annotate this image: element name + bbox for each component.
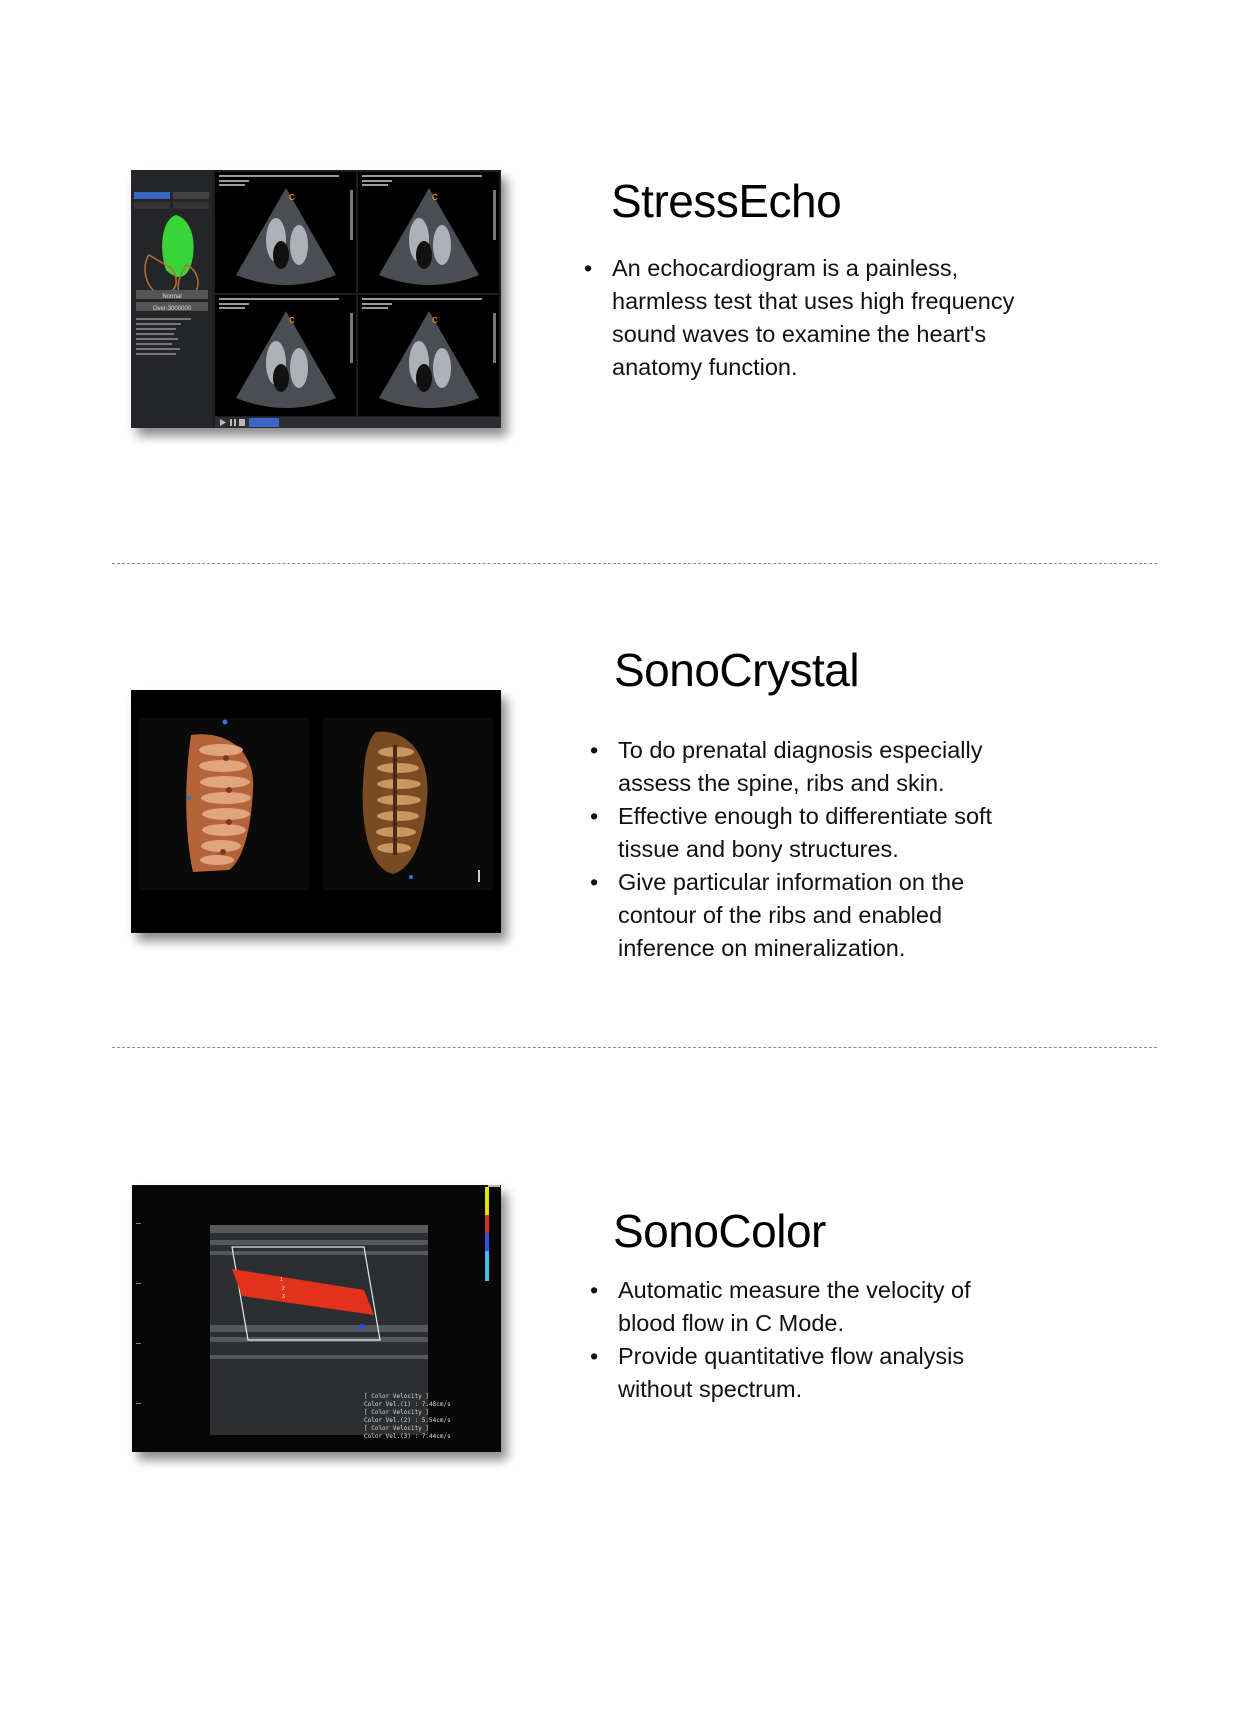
view-label-4: C	[432, 316, 438, 325]
stress-echo-image	[131, 170, 501, 428]
section-divider	[112, 563, 1157, 564]
svg-text:Color Vel.(1) : 7.48cm/s: Color Vel.(1) : 7.48cm/s	[364, 1401, 451, 1408]
svg-text:[ Color Velocity ]: [ Color Velocity ]	[364, 1425, 430, 1432]
view-label-3: C	[289, 316, 295, 325]
sono-color-image	[132, 1185, 501, 1452]
svg-text:1: 1	[280, 1277, 283, 1283]
stress-echo-bullets	[584, 252, 1054, 384]
view-label-1: C	[289, 193, 295, 202]
bullet-item: • Give particular information on the contour of the ribs and enabled inference on mineralization.	[590, 866, 1030, 965]
bullet-item: • An echocardiogram is a painless, harmless test that uses high frequency sound waves to examine the heart's anatomy function.	[584, 252, 1054, 384]
section-divider	[112, 1047, 1157, 1048]
svg-text:[ Color Velocity ]: [ Color Velocity ]	[364, 1409, 430, 1416]
svg-text:Color Vel.(3) : 7.44cm/s: Color Vel.(3) : 7.44cm/s	[364, 1433, 451, 1440]
sono-color-bullets	[590, 1274, 1010, 1406]
svg-text:2: 2	[282, 1286, 285, 1292]
bullet-item: • To do prenatal diagnosis especially assess the spine, ribs and skin.	[590, 734, 1030, 800]
view-label-2: C	[432, 193, 438, 202]
stress-echo-title: StressEcho	[611, 175, 842, 227]
svg-text:3: 3	[282, 1294, 285, 1300]
velocity-readout	[364, 1393, 451, 1440]
bullet-item: • Automatic measure the velocity of blood flow in C Mode.	[590, 1274, 1010, 1340]
sidebar-button-over: Over-3000000	[152, 306, 192, 312]
sono-crystal-title: SonoCrystal	[614, 644, 860, 696]
sono-crystal-bullets	[590, 734, 1030, 965]
sono-crystal-image	[131, 690, 501, 933]
bullet-item: • Provide quantitative flow analysis without spectrum.	[590, 1340, 1010, 1406]
svg-text:[ Color Velocity ]: [ Color Velocity ]	[364, 1393, 430, 1400]
sono-color-title: SonoColor	[613, 1205, 826, 1257]
sidebar-button-normal: Normal	[162, 294, 182, 300]
svg-text:Color Vel.(2) : 5.54cm/s: Color Vel.(2) : 5.54cm/s	[364, 1417, 451, 1424]
bullet-item: • Effective enough to differentiate soft tissue and bony structures.	[590, 800, 1030, 866]
